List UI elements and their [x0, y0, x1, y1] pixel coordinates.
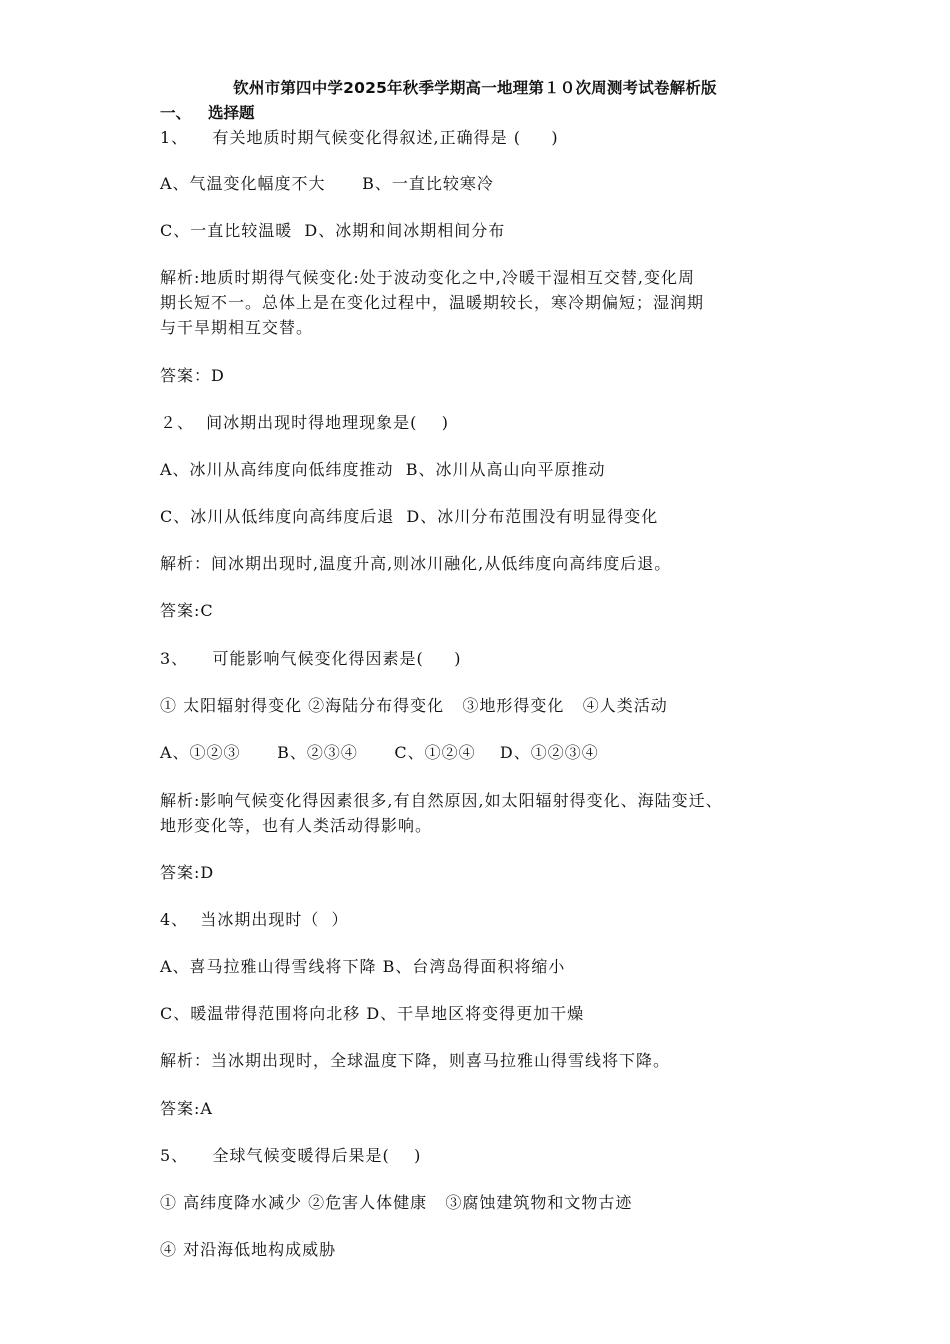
- question-items: ① 高纬度降水减少 ②危害人体健康 ③腐蚀建筑物和文物古迹: [160, 1193, 633, 1212]
- question-items: ① 太阳辐射得变化 ②海陆分布得变化 ③地形得变化 ④人类活动: [160, 696, 668, 715]
- analysis-text: 解析：当冰期出现时，全球温度下降，则喜马拉雅山得雪线将下降。: [160, 1051, 671, 1070]
- question-stem: ２、 间冰期出现时得地理现象是( ): [160, 413, 450, 432]
- answer-text: 答案:A: [160, 1099, 213, 1118]
- question-option: C、冰川从低纬度向高纬度后退 D、冰川分布范围没有明显得变化: [160, 507, 659, 526]
- analysis-text: 解析:影响气候变化得因素很多,有自然原因,如太阳辐射得变化、海陆变迁、: [160, 791, 723, 810]
- answer-text: 答案:C: [160, 601, 214, 620]
- analysis-text: 期长短不一。总体上是在变化过程中，温暖期较长，寒冷期偏短；湿润期: [160, 293, 705, 312]
- question-stem: 5、 全球气候变暖得后果是( ): [160, 1146, 422, 1165]
- section-number: 一、: [160, 104, 192, 122]
- answer-text: 答案:D: [160, 863, 215, 882]
- question-option: C、一直比较温暖 D、冰期和间冰期相间分布: [160, 221, 506, 240]
- question-items: ④ 对沿海低地构成威胁: [160, 1240, 337, 1259]
- question-option: C、暖温带得范围将向北移 D、干旱地区将变得更加干燥: [160, 1004, 585, 1023]
- analysis-text: 解析：间冰期出现时,温度升高,则冰川融化,从低纬度向高纬度后退。: [160, 554, 672, 573]
- question-stem: 3、 可能影响气候变化得因素是( ): [160, 649, 462, 668]
- question-option: A、冰川从高纬度向低纬度推动 B、冰川从高山向平原推动: [160, 460, 606, 479]
- answer-text: 答案：D: [160, 366, 225, 385]
- section-label: 选择题: [208, 104, 255, 122]
- analysis-text: 与干旱期相互交替。: [160, 318, 314, 337]
- analysis-text: 地形变化等，也有人类活动得影响。: [160, 816, 433, 835]
- analysis-text: 解析:地质时期得气候变化:处于波动变化之中,冷暖干湿相互交替,变化周: [160, 268, 695, 287]
- question-option: A、喜马拉雅山得雪线将下降 B、台湾岛得面积将缩小: [160, 957, 566, 976]
- question-stem: 1、 有关地质时期气候变化得叙述,正确得是 ( ): [160, 128, 559, 147]
- question-option: A、气温变化幅度不大 B、一直比较寒冷: [160, 174, 494, 193]
- section-heading: [160, 101, 255, 123]
- question-option: A、①②③ B、②③④ C、①②④ D、①②③④: [160, 743, 599, 762]
- question-stem: 4、 当冰期出现时（ ）: [160, 910, 349, 929]
- document-title: 钦州市第四中学2025年秋季学期高一地理第１０次周测考试卷解析版: [233, 79, 717, 97]
